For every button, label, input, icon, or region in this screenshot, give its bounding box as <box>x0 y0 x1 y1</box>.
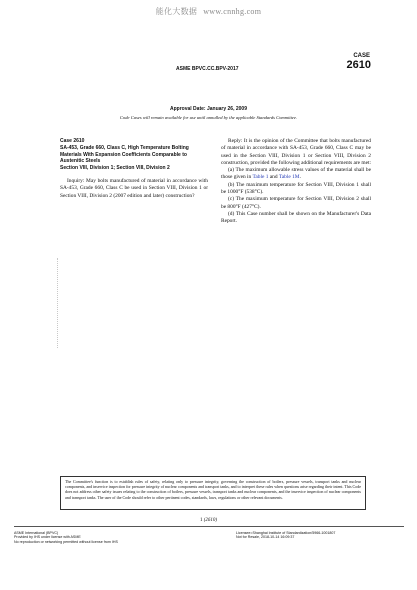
license-left <box>14 531 164 544</box>
right-column <box>221 138 371 226</box>
requirement-c: (c) The maximum temperature for Section VIII, Division 2 shall be 800°F (427°C). <box>221 196 371 210</box>
case-title-line: Materials With Expansion Coefficients Comparable to <box>60 151 187 158</box>
approval-date: Approval Date: January 26, 2009 <box>170 106 247 112</box>
license-right <box>236 531 396 540</box>
left-column <box>60 138 208 200</box>
code-reference: ASME BPVC.CC.BPV-2017 <box>176 66 239 72</box>
case-number: 2610 <box>346 59 371 71</box>
inquiry-paragraph: Inquiry: May bolts manufactured of material in accordance with SA-453, Grade 660, Class C be used in Section VIII, Division 1 or Section VIII, Division 2 (2007 edition and later) construction? <box>60 177 208 199</box>
page-number-value: 1 <box>199 518 203 523</box>
reply-paragraph: Reply: It is the opinion of the Committee that bolts manufactured of material in accordance with SA-453, Grade 660, Class C may be used in the Section VIII, Division 1 or Section VIII, Division 2 construction, provided the following additional requirements are met: <box>221 138 371 166</box>
requirement-a <box>221 167 371 182</box>
case-title-line: Section VIII, Division 1; Section VIII, Division 2 <box>60 165 170 172</box>
requirement-a-conjunction: and <box>268 174 279 181</box>
page-number <box>0 518 417 523</box>
case-title-block <box>60 138 208 172</box>
case-label: CASE <box>353 53 370 59</box>
page-case-ref: (2610) <box>203 518 218 523</box>
requirement-d: (d) This Case number shall be shown on the Manufacturer's Data Report. <box>221 210 371 225</box>
requirement-a-end: . <box>299 174 301 181</box>
committee-function-box: The Committee's function is to establish rules of safety, relating only to pressure integrity, governing the construction of boilers, pressure vessels, transport tanks and nuclear components, and inservice inspection for pressure integrity of nuclear components and transport tanks, and to interpret these rules when questions arise regarding their intent. This Code does not address other safety issues relating to the construction of boilers, pressure vessels, transport tanks and nuclear components, and the inservice inspection of nuclear components and transport tanks. The user of the Code should refer to other pertinent codes, standards, laws, regulations or other relevant documents. <box>60 476 366 510</box>
table-1m-link[interactable]: Table 1M <box>278 174 300 181</box>
license-line: Provided by IHS under license with ASME <box>14 535 81 540</box>
requirement-b: (b) The maximum temperature for Section VIII, Division 1 shall be 1000°F (538°C). <box>221 181 371 196</box>
license-line: Not for Resale, 2018-10-14 16:09:37 <box>236 535 295 540</box>
license-line: ASME International (BPVC) <box>14 531 59 535</box>
requirement-a-text: (a) The maximum allowable stress values of the material shall be those given in <box>221 167 371 181</box>
table-1-link[interactable]: Table 1 <box>252 174 269 181</box>
footer-divider <box>14 526 404 527</box>
watermark-site-name: 能化大数据 <box>155 7 198 16</box>
margin-rule <box>57 258 58 348</box>
case-title-line: Case 2610 <box>60 138 85 144</box>
case-title-line: Austenitic Steels <box>60 158 101 165</box>
availability-note: Code Cases will remain available for use until annulled by the applicable Standards Committee. <box>119 115 298 120</box>
watermark-url: www.cnnhg.com <box>203 7 262 16</box>
license-line: Licensee=Shanghai Institute of Standardization/5966-1001807 <box>236 531 336 535</box>
case-title-line: SA-453, Grade 660, Class C, High Temperature Bolting <box>60 144 189 151</box>
watermark <box>0 6 417 17</box>
license-line: No reproduction or networking permitted without license from IHS <box>14 539 118 544</box>
